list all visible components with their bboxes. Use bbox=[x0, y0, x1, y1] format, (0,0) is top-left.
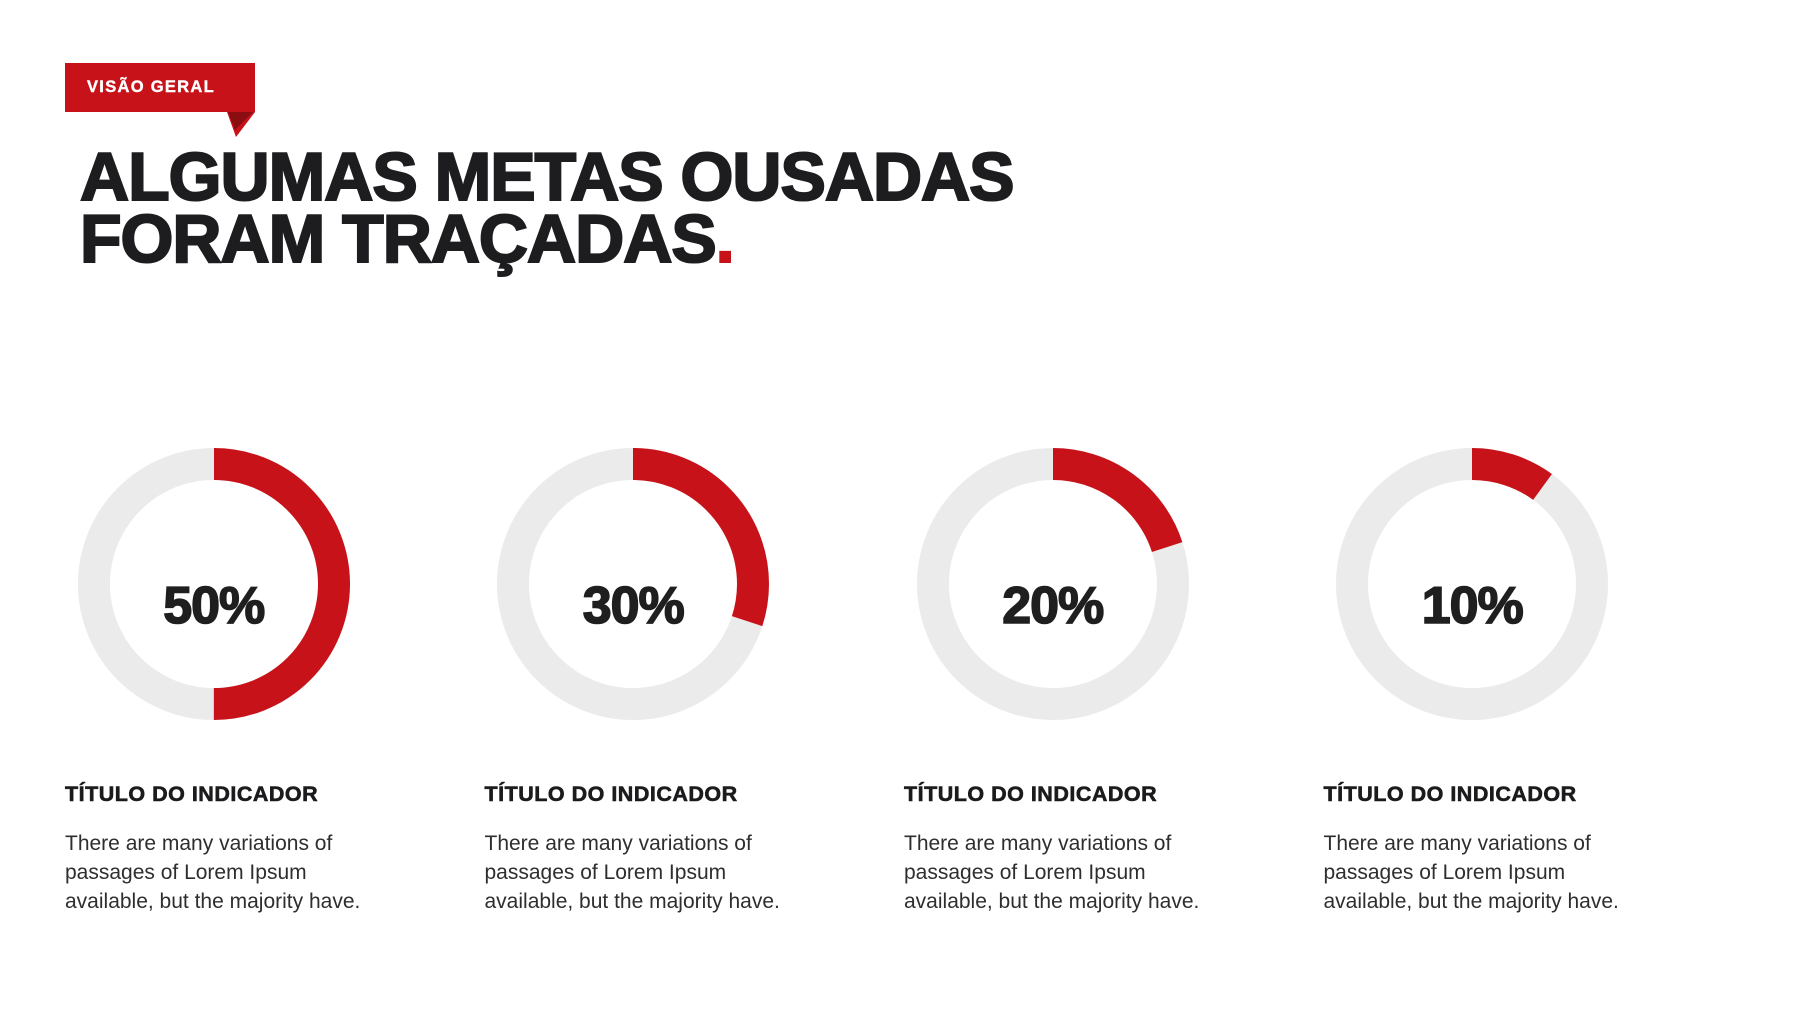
donut-percent-label: 50% bbox=[163, 577, 265, 635]
ribbon-fold-icon bbox=[227, 112, 255, 138]
indicator-column-2 bbox=[485, 448, 783, 916]
slide-title bbox=[80, 139, 1480, 277]
section-badge-label: VISÃO GERAL bbox=[87, 78, 215, 96]
donut-chart-30 bbox=[497, 448, 769, 720]
indicator-description: There are many variations of passages of Lorem Ipsum available, but the majority have. bbox=[904, 832, 1200, 913]
indicator-column-1 bbox=[65, 448, 363, 916]
donut-percent-label: 20% bbox=[1002, 577, 1104, 635]
slide-title-accent-dot: . bbox=[715, 201, 734, 277]
section-badge bbox=[65, 63, 255, 112]
donut-percent-label: 10% bbox=[1421, 577, 1523, 635]
indicator-description: There are many variations of passages of Lorem Ipsum available, but the majority have. bbox=[65, 832, 361, 913]
donut-percent-label: 30% bbox=[582, 577, 684, 635]
slide-title-line1: ALGUMAS METAS OUSADAS bbox=[80, 139, 1014, 215]
indicator-title: TÍTULO DO INDICADOR bbox=[904, 782, 1158, 806]
indicator-column-3 bbox=[904, 448, 1202, 916]
indicator-column-4 bbox=[1324, 448, 1622, 916]
donut-chart-50 bbox=[78, 448, 350, 720]
slide-title-line2: FORAM TRAÇADAS bbox=[80, 201, 716, 277]
indicator-title: TÍTULO DO INDICADOR bbox=[65, 782, 319, 806]
indicator-description: There are many variations of passages of Lorem Ipsum available, but the majority have. bbox=[1323, 832, 1619, 913]
indicator-title: TÍTULO DO INDICADOR bbox=[1323, 782, 1577, 806]
donut-chart-20 bbox=[917, 448, 1189, 720]
indicator-description: There are many variations of passages of Lorem Ipsum available, but the majority have. bbox=[484, 832, 780, 913]
indicators-row bbox=[65, 448, 1621, 916]
indicator-title: TÍTULO DO INDICADOR bbox=[484, 782, 738, 806]
donut-chart-10 bbox=[1336, 448, 1608, 720]
